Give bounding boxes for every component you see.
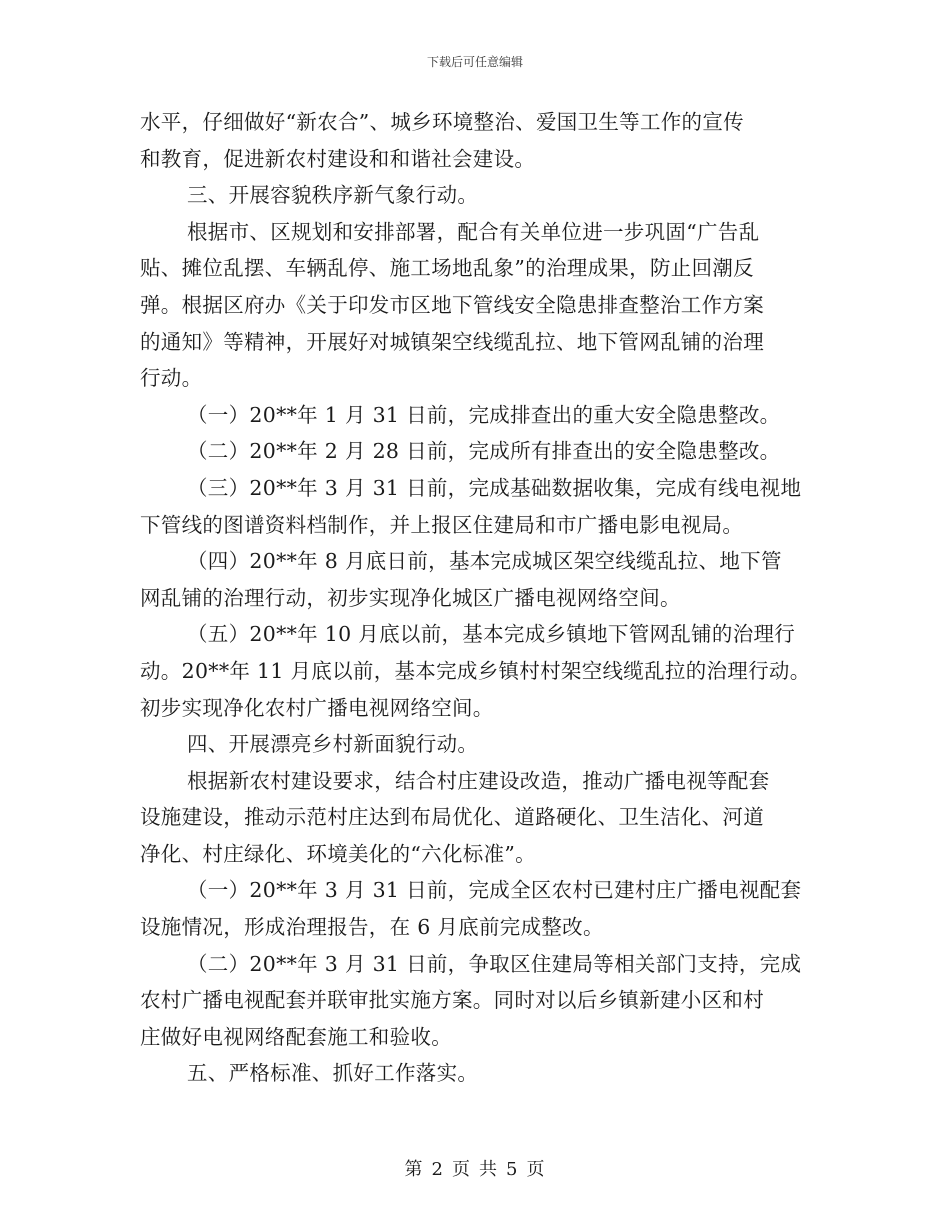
paragraph-line: 网乱铺的治理行动，初步实现净化城区广播电视网络空间。 [140, 585, 681, 610]
list-item: （五）20**年 10 月底以前，基本完成乡镇地下管网乱铺的治理行 [187, 622, 796, 647]
list-item: （一）20**年 3 月 31 日前，完成全区农村已建村庄广播电视配套 [187, 878, 802, 903]
paragraph-line: 设施情况，形成治理报告，在 6 月底前完成整改。 [140, 915, 604, 940]
header-note: 下载后可任意编辑 [426, 55, 523, 69]
paragraph-line: 动。20**年 11 月底以前，基本完成乡镇村村架空线缆乱拉的治理行动。 [140, 658, 811, 683]
paragraph-line: 根据新农村建设要求，结合村庄建设改造，推动广播电视等配套 [187, 768, 770, 793]
paragraph-line: 庄做好电视网络配套施工和验收。 [140, 1024, 452, 1049]
list-item: （二）20**年 2 月 28 日前，完成所有排查出的安全隐患整改。 [187, 439, 781, 464]
paragraph-line: 根据市、区规划和安排部署，配合有关单位进一步巩固“广告乱 [187, 219, 760, 244]
section-heading-5: 五、严格标准、抓好工作落实。 [187, 1061, 479, 1086]
page-total: 5 [506, 1159, 519, 1180]
paragraph-line: 的通知》等精神，开展好对城镇架空线缆乱拉、地下管网乱铺的治理 [140, 329, 764, 354]
paragraph-line: 水平，仔细做好“新农合”、城乡环境整治、爱国卫生等工作的宣传 [140, 110, 744, 134]
list-item: （四）20**年 8 月底日前，基本完成城区架空线缆乱拉、地下管 [187, 549, 782, 574]
page-footer [0, 1155, 950, 1181]
paragraph-line: 设施建设，推动示范村庄达到布局优化、道路硬化、卫生洁化、河道 [140, 805, 764, 830]
list-item: （一）20**年 1 月 31 日前，完成排查出的重大安全隐患整改。 [187, 402, 781, 427]
footer-ye: 页 [452, 1159, 471, 1180]
footer-di: 第 [404, 1159, 424, 1180]
paragraph-line: 贴、摊位乱摆、车辆乱停、施工场地乱象”的治理成果，防止回潮反 [140, 256, 754, 281]
footer-ye2: 页 [526, 1159, 546, 1180]
section-heading-4: 四、开展漂亮乡村新面貌行动。 [187, 732, 479, 757]
paragraph-line: 净化、村庄绿化、环境美化的“六化标准”。 [140, 841, 536, 866]
paragraph-line: 弹。根据区府办《关于印发市区地下管线安全隐患排查整治工作方案 [140, 292, 764, 317]
document-body [140, 104, 812, 1092]
list-item: （三）20**年 3 月 31 日前，完成基础数据收集，完成有线电视地 [187, 475, 802, 500]
paragraph-line: 下管线的图谱资料档制作，并上报区住建局和市广播电影电视局。 [140, 512, 744, 537]
paragraph-line: 和教育，促进新农村建设和和谐社会建设。 [140, 146, 536, 171]
section-heading-3: 三、开展容貌秩序新气象行动。 [187, 183, 479, 208]
list-item: （二）20**年 3 月 31 日前，争取区住建局等相关部门支持，完成 [187, 951, 802, 976]
page-number: 2 [431, 1159, 444, 1180]
paragraph-line: 行动。 [140, 366, 203, 391]
footer-gong: 共 [479, 1159, 498, 1180]
paragraph-line: 农村广播电视配套并联审批实施方案。同时对以后乡镇新建小区和村 [140, 988, 764, 1013]
paragraph-line: 初步实现净化农村广播电视网络空间。 [140, 695, 494, 720]
